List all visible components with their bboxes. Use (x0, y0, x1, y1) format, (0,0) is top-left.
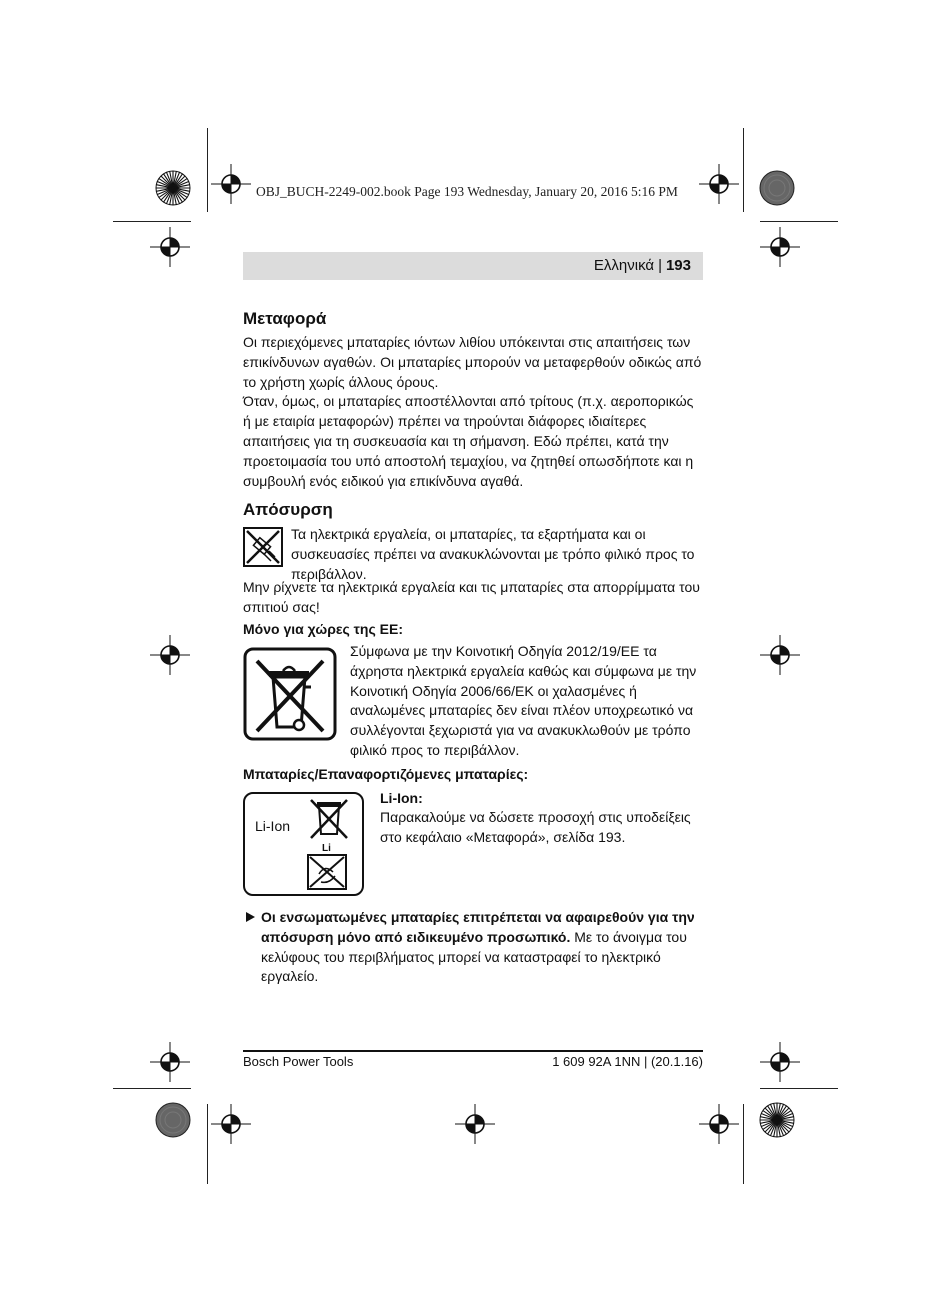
liion-box-label: Li-Ion (255, 818, 291, 834)
footer-document-code: 1 609 92A 1NN | (20.1.16) (552, 1054, 703, 1069)
transport-body (243, 333, 703, 491)
crossed-bin-li-icon (307, 796, 351, 846)
household-warning-text: Μην ρίχνετε τα ηλεκτρικά εργαλεία και τις μπαταρίες στα απορρίμματα του σπιτιού σας! (243, 579, 700, 615)
recycle-symbol-icon (243, 527, 283, 567)
header-language: Ελληνικά (593, 257, 655, 274)
header-separator: | (658, 257, 662, 274)
page-number: 193 (665, 257, 691, 274)
transport-paragraph: Οι περιεχόμενες μπαταρίες ιόντων λιθίου υπόκεινται στις απαιτήσεις των επικίνδυνων αγαθών. Οι μπαταρίες μπορούν να μεταφερθούν οδικώς από το χρήστη χωρίς άλλους όρους. (243, 334, 702, 390)
crossed-bin-icon (243, 647, 337, 741)
bullet-text: Με το άνοιγμα του κελύφους του περιβλήματος μπορεί να καταστραφεί το ηλεκτρικό εργαλείο. (261, 928, 687, 985)
transport-paragraph: Όταν, όμως, οι μπαταρίες αποστέλλονται από τρίτους (π.χ. αεροπορικώς ή με εταιρία μεταφορών) πρέπει να τηρούνται διάφορες ιδιαίτερες απαιτήσεις για τη συσκευασία και τη σήμανση. Εδώ πρέπει, κατά την προετοιμασία του υπό αποστολή τεμαχίου, να ζητηθεί οπωσδήποτε και η συμβουλή ενός ειδικού για επικίνδυνα αγαθά. (243, 393, 694, 489)
footer-brand: Bosch Power Tools (243, 1054, 354, 1069)
footer-rule (243, 1050, 703, 1052)
transport-title: Μεταφορά (243, 309, 327, 328)
eu-heading: Μόνο για χώρες της ΕΕ: (243, 621, 403, 637)
page-header (243, 252, 703, 280)
recycle-battery-icon (307, 854, 347, 890)
bullet-triangle-icon (246, 912, 256, 922)
bullet-bold-text: Οι ενσωματωμένες μπαταρίες επιτρέπεται να αφαιρεθούν για την απόσυρση μόνο από ειδικευμένο προσωπικό. (261, 909, 695, 945)
liion-battery-symbol (243, 792, 364, 896)
header-text (594, 257, 691, 274)
recycle-text: Τα ηλεκτρικά εργαλεία, οι μπαταρίες, τα εξαρτήματα και οι συσκευασίες πρέπει να ανακυκλώνονται με τρόπο φιλικό προς το περιβάλλον. (291, 526, 695, 582)
liion-symbol-label: Li (322, 843, 331, 854)
disposal-title: Απόσυρση (243, 500, 333, 519)
bullet-note (261, 908, 703, 987)
eu-directive-text: Σύμφωνα με την Κοινοτική Οδηγία 2012/19/ΕΕ τα άχρηστα ηλεκτρικά εργαλεία καθώς και σύμφωνα με την Κοινοτική Οδηγία 2006/66/ΕΚ οι χαλασμένες ή αναλωμένες μπαταρίες δεν είναι πλέον υποχρεωτικό να συλλέγονται ξεχωριστά για να ανακυκλωθούν με τρόπο φιλικό προς το περιβάλλον. (350, 643, 697, 758)
batteries-heading: Μπαταρίες/Επαναφορτιζόμενες μπαταρίες: (243, 766, 529, 782)
liion-text: Παρακαλούμε να δώσετε προσοχή στις υποδείξεις στο κεφάλαιο «Μεταφορά», σελίδα 193. (380, 809, 691, 845)
liion-heading: Li-Ion: (380, 790, 423, 806)
print-slug: OBJ_BUCH-2249-002.book Page 193 Wednesday, January 20, 2016 5:16 PM (256, 184, 678, 199)
